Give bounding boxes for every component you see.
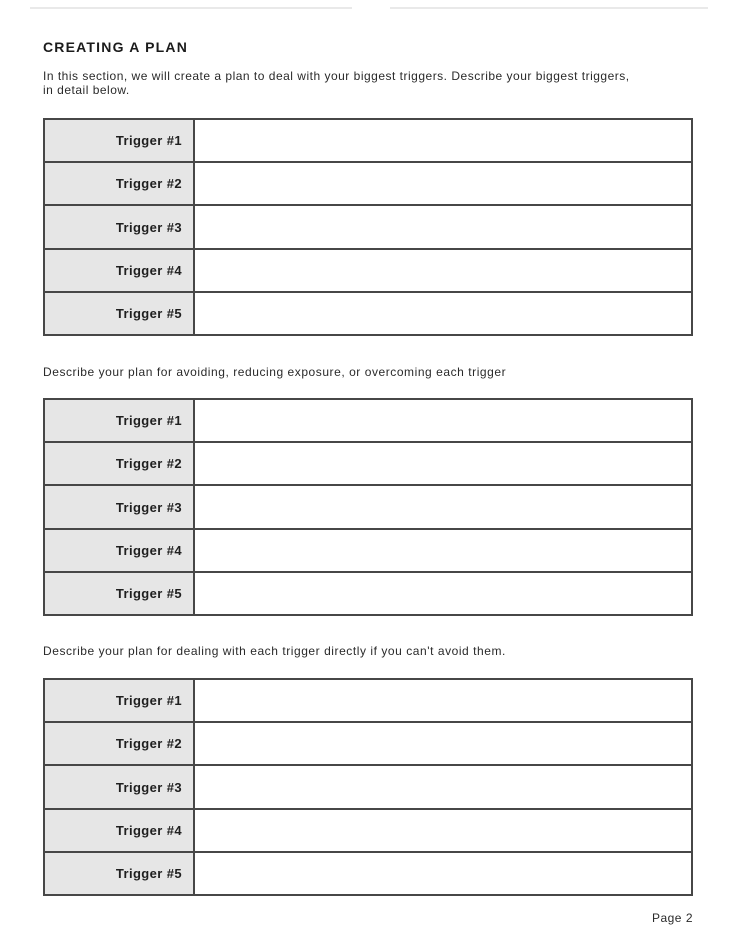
trigger-4-label: Trigger #4 xyxy=(45,530,195,571)
page-title: CREATING A PLAN xyxy=(43,39,189,55)
table-row xyxy=(45,680,691,723)
table-row xyxy=(45,400,691,443)
triggers-table-dealing-plan xyxy=(43,678,693,896)
table-row xyxy=(45,206,691,249)
trigger-1-label: Trigger #1 xyxy=(45,680,195,721)
trigger-3-dealing-input[interactable] xyxy=(195,766,691,807)
trigger-2-plan-input[interactable] xyxy=(195,443,691,484)
trigger-1-input[interactable] xyxy=(195,120,691,161)
table-row xyxy=(45,766,691,809)
table-row xyxy=(45,723,691,766)
trigger-3-input[interactable] xyxy=(195,206,691,247)
trigger-1-label: Trigger #1 xyxy=(45,400,195,441)
trigger-1-dealing-input[interactable] xyxy=(195,680,691,721)
trigger-4-input[interactable] xyxy=(195,250,691,291)
intro-line-2: in detail below. xyxy=(43,83,130,98)
trigger-2-label: Trigger #2 xyxy=(45,723,195,764)
page-number: Page 2 xyxy=(651,911,693,925)
table-row xyxy=(45,573,691,614)
trigger-5-dealing-input[interactable] xyxy=(195,853,691,894)
table-row xyxy=(45,853,691,894)
trigger-5-plan-input[interactable] xyxy=(195,573,691,614)
trigger-5-label: Trigger #5 xyxy=(45,293,195,334)
trigger-2-input[interactable] xyxy=(195,163,691,204)
trigger-5-label: Trigger #5 xyxy=(45,853,195,894)
table-row xyxy=(45,486,691,529)
trigger-4-plan-input[interactable] xyxy=(195,530,691,571)
table-row xyxy=(45,530,691,573)
table-row xyxy=(45,810,691,853)
trigger-2-label: Trigger #2 xyxy=(45,443,195,484)
trigger-5-label: Trigger #5 xyxy=(45,573,195,614)
table-row xyxy=(45,443,691,486)
trigger-2-dealing-input[interactable] xyxy=(195,723,691,764)
trigger-3-label: Trigger #3 xyxy=(45,486,195,527)
triggers-table-describe xyxy=(43,118,693,336)
trigger-1-label: Trigger #1 xyxy=(45,120,195,161)
trigger-3-label: Trigger #3 xyxy=(45,766,195,807)
trigger-5-input[interactable] xyxy=(195,293,691,334)
trigger-4-label: Trigger #4 xyxy=(45,810,195,851)
trigger-1-plan-input[interactable] xyxy=(195,400,691,441)
scan-artifact-line xyxy=(30,7,352,9)
triggers-table-avoiding-plan xyxy=(43,398,693,616)
trigger-3-label: Trigger #3 xyxy=(45,206,195,247)
trigger-4-label: Trigger #4 xyxy=(45,250,195,291)
trigger-2-label: Trigger #2 xyxy=(45,163,195,204)
section-caption-dealing: Describe your plan for dealing with each trigger directly if you can't avoid them. xyxy=(43,644,506,658)
trigger-4-dealing-input[interactable] xyxy=(195,810,691,851)
scan-artifact-line xyxy=(390,7,708,9)
intro-line-1: In this section, we will create a plan to deal with your biggest triggers. Describe your biggest triggers, xyxy=(43,69,630,83)
section-caption-avoiding: Describe your plan for avoiding, reducing exposure, or overcoming each trigger xyxy=(43,365,507,379)
table-row xyxy=(45,293,691,334)
intro-paragraph xyxy=(43,69,630,98)
table-row xyxy=(45,250,691,293)
trigger-3-plan-input[interactable] xyxy=(195,486,691,527)
table-row xyxy=(45,163,691,206)
table-row xyxy=(45,120,691,163)
